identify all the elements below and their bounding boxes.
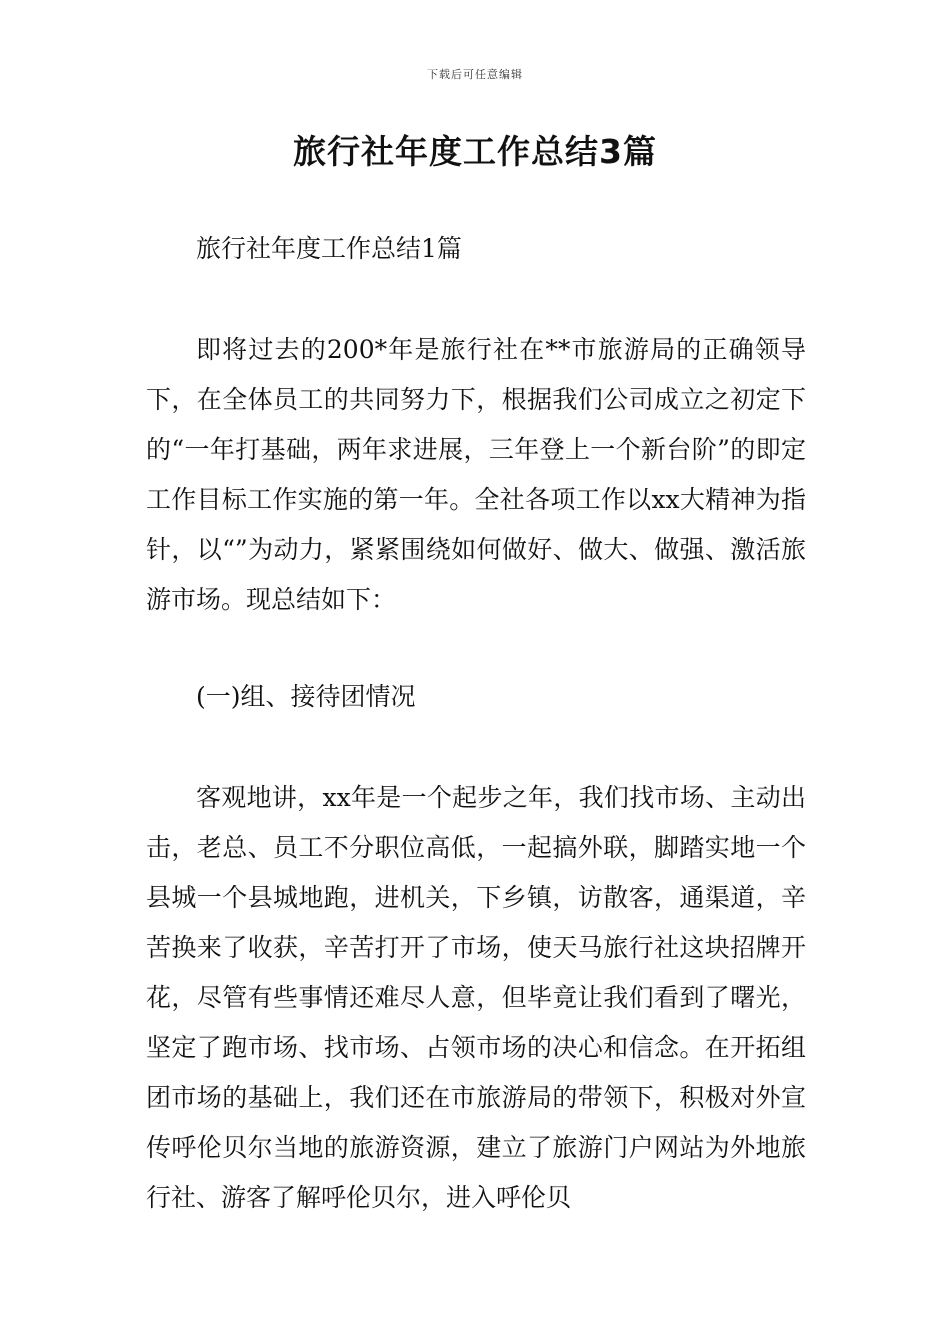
subtitle: 旅行社年度工作总结1篇 (196, 234, 462, 263)
section-heading: (一)组、接待团情况 (196, 682, 416, 711)
paragraph-intro: 即将过去的200*年是旅行社在**市旅游局的正确领导下，在全体员工的共同努力下，根据我们公司成立之初定下的“一年打基础，两年求进展，三年登上一个新台阶”的即定工作目标工作实施的第一年。全社各项工作以xx大精神为指针，以“”为动力，紧紧围绕如何做好、做大、做强、激活旅游市场。现总结如下： (146, 335, 806, 614)
document-title: 旅行社年度工作总结3篇 (293, 132, 657, 171)
paragraph-body: 客观地讲，xx年是一个起步之年，我们找市场、主动出击，老总、员工不分职位高低，一起搞外联，脚踏实地一个县城一个县城地跑，进机关，下乡镇，访散客，通渠道，辛苦换来了收获，辛苦打开了市场，使天马旅行社这块招牌开花，尽管有些事情还难尽人意，但毕竟让我们看到了曙光，坚定了跑市场、找市场、占领市场的决心和信念。在开拓组团市场的基础上，我们还在市旅游局的带领下，积极对外宣传呼伦贝尔当地的旅游资源，建立了旅游门户网站为外地旅行社、游客了解呼伦贝尔，进入呼伦贝 (146, 783, 806, 1212)
header-note: 下载后可任意编辑 (427, 68, 523, 81)
